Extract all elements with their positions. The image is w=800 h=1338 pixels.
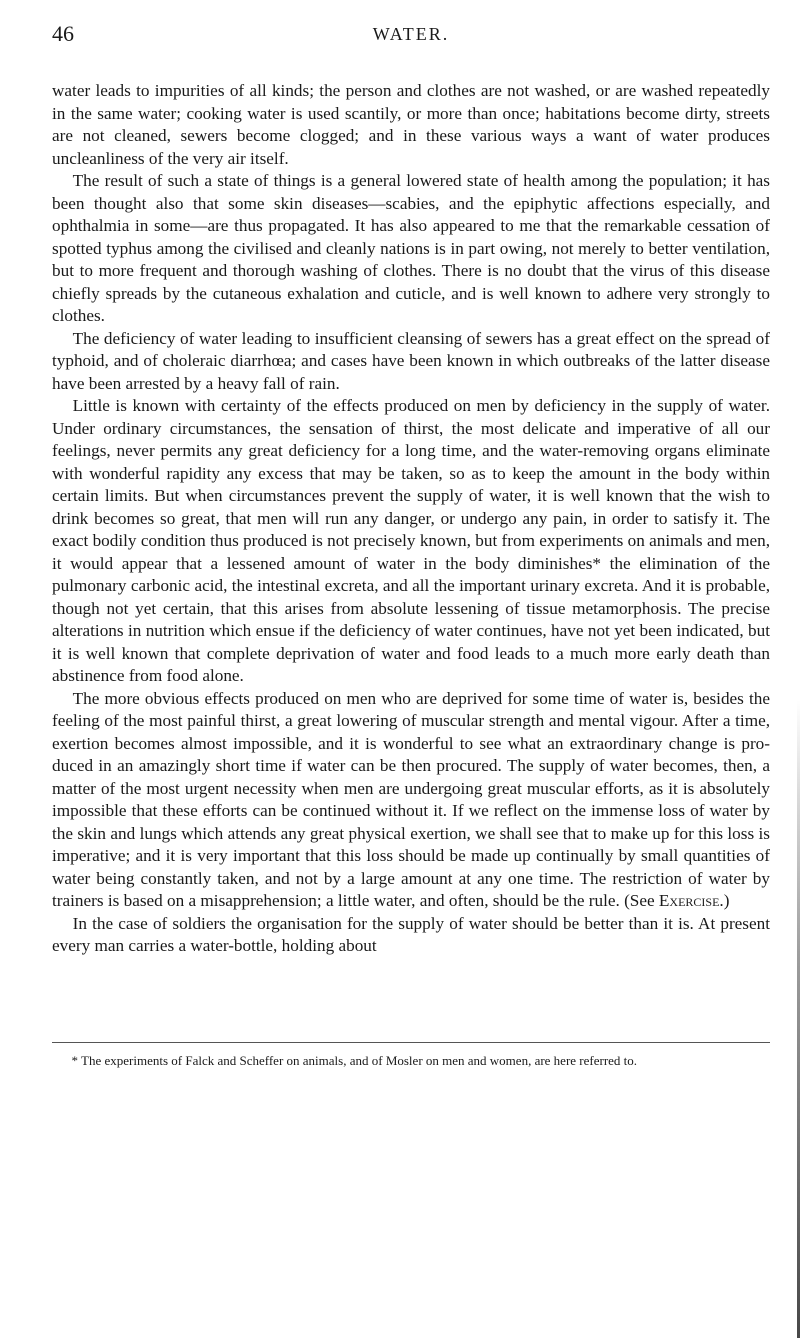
body-text	[52, 80, 770, 958]
page-header	[52, 20, 770, 50]
paragraph	[52, 688, 770, 913]
cross-reference: Exercise.	[658, 891, 724, 910]
paragraph: Little is known with certainty of the effects produced on men by deficiency in the supply of water. Under ordinary circumstances, the sensation of thirst, the most delicate and imperative of all our feelings, never permits any great deficiency for a long time, and the water-removing organs eliminate with wonderful rapidity any excess that may be taken, so as to keep the amount in the body within certain limits. But when circumstances prevent the supply of water, it is well known that the wish to drink becomes so great, that men will run any danger, or undergo any pain, in order to satisfy it. The exact bodily condition thus produced is not precisely known, but from experiments on animals and men, it would appear that a lessened amount of water in the body diminishes* the elimination of the pulmonary carbonic acid, the intestinal excreta, and all the important urinary excreta. And it is probable, though not yet certain, that this arises from absolute lessening of tissue metamorphosis. The precise alterations in nutrition which ensue if the deficiency of water continues, have not yet been indicated, but it is well known that complete deprivation of water and food leads to a much more early death than abstinence from food alone.	[52, 396, 770, 685]
paragraph-close: )	[723, 891, 730, 910]
paragraph: water leads to impurities of all kinds; the person and clothes are not washed, or are washed repeatedly in the same water; cooking water is used scantily, or more than once; habitations become dirty, streets are not cleaned, sewers become clogged; and in these various ways a want of water produces uncleanliness of the very air itself.	[52, 81, 770, 168]
paragraph: The deficiency of water leading to insufficient cleansing of sewers has a great effect on the spread of typhoid, and of choleraic diarrhœa; and cases have been known in which outbreaks of the latter disease have been arrested by a heavy fall of rain.	[52, 328, 770, 393]
paragraph-text: The more obvious effects produced on men who are deprived for some time of water is, besides the feeling of the most painful thirst, a great lowering of muscular strength and mental vigour. After a time, exertion becomes almost impossible, and it is wonderful to see what an extraordinary change is produced in an amazingly short time if water can be then procured. The supply of water becomes, then, a matter of the most urgent necessity when men are undergoing great muscular efforts, as it is absolutely impossible that these efforts can be continued without it. If we reflect on the immense loss of water by the skin and lungs which attends any great physical exertion, we shall see that to make up for this loss is imperative; and it is very important that this loss should be made up continually by small quantities of water being constantly taken, and not by a large amount at any one time. The restriction of water by trainers is based on a misapprehension; a little water, and often, should be the rule. (See	[52, 688, 770, 910]
paragraph: In the case of soldiers the organisation for the supply of water should be better than it is. At present every man carries a water-bottle, holding about	[52, 913, 770, 955]
paragraph: The result of such a state of things is a general lowered state of health among the population; it has been thought also that some skin diseases—scabies, and the epiphytic affections especially, and ophthalmia in some—are thus propagated. It has also appeared to me that the remarkable cessation of spotted typhus among the civilised and cleanly nations is in part owing, not merely to better ventilation, but to more frequent and thorough washing of clothes. There is no doubt that the virus of this disease chiefly spreads by the cutaneous exhalation and cuticle, and is well known to adhere very strongly to clothes.	[52, 171, 770, 325]
footnote: * The experiments of Falck and Scheffer on animals, and of Mosler on men and women, are here referred to.	[71, 1053, 638, 1068]
page-number: 46	[52, 21, 74, 46]
running-head: WATER.	[372, 24, 450, 44]
footnote-rule	[52, 1042, 770, 1043]
